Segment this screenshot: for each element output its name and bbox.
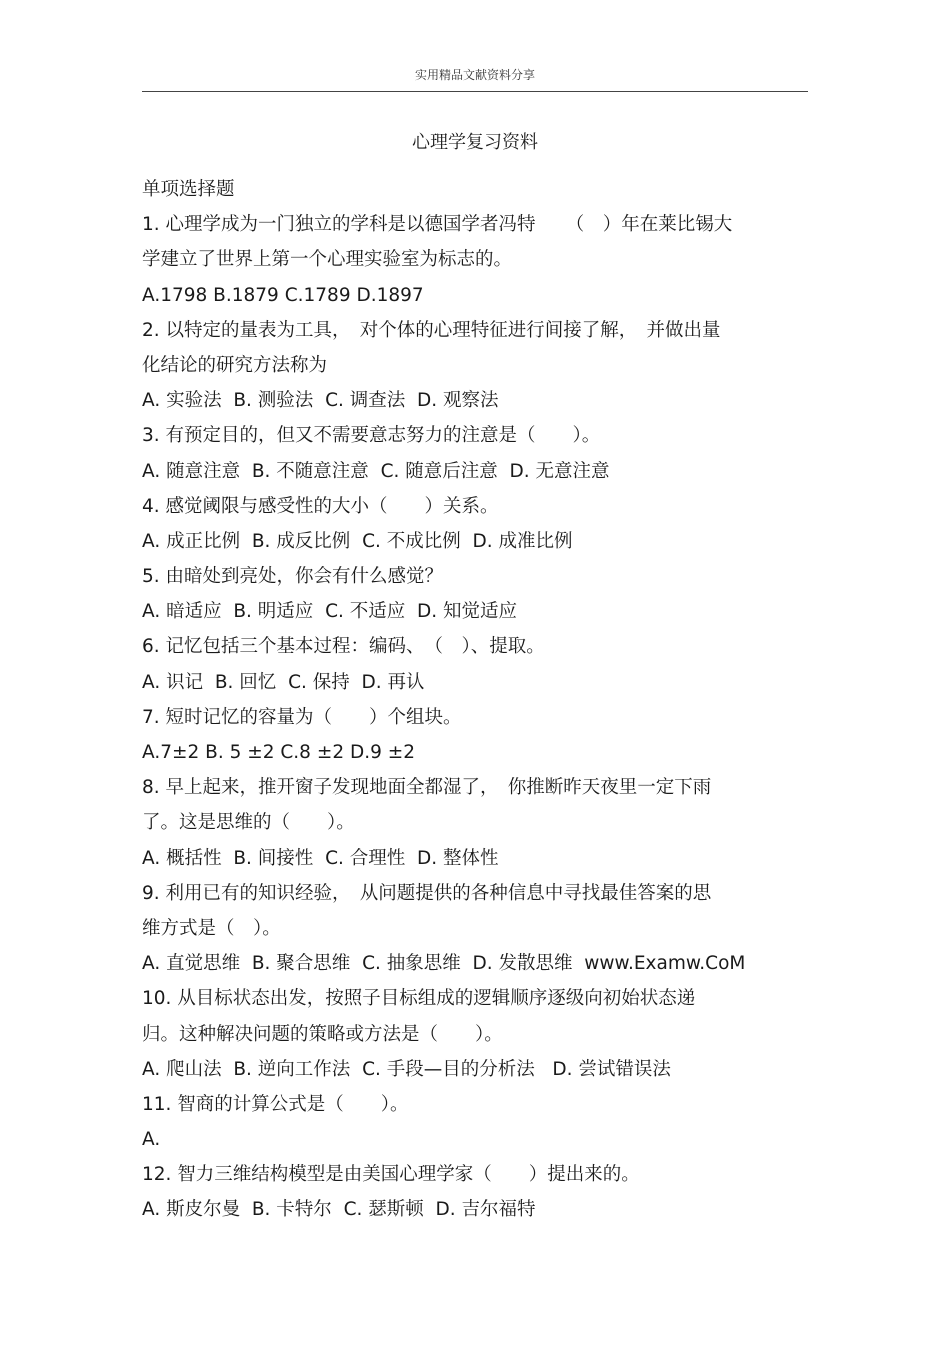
question-line: 1. 心理学成为一门独立的学科是以德国学者冯特 （ ）年在莱比锡大 bbox=[142, 214, 733, 236]
page-header-text: 实用精品文献资料分享 bbox=[414, 68, 535, 82]
question-line: 了。这是思维的（ ）。 bbox=[142, 812, 355, 834]
question-line: 6. 记忆包括三个基本过程：编码、 （ ）、提取。 bbox=[142, 636, 545, 658]
options-line: A. 识记 B. 回忆 C. 保持 D. 再认 bbox=[142, 671, 425, 693]
question-line: 维方式是（ ）。 bbox=[142, 917, 281, 939]
options-line: A. 暗适应 B. 明适应 C. 不适应 D. 知觉适应 bbox=[142, 601, 518, 623]
question-line: 2. 以特定的量表为工具， 对个体的心理特征进行间接了解， 并做出量 bbox=[142, 319, 721, 341]
question-line: 4. 感觉阈限与感受性的大小（ ）关系。 bbox=[142, 495, 499, 517]
question-line: 10. 从目标状态出发，按照子目标组成的逻辑顺序逐级向初始状态递 bbox=[142, 988, 696, 1010]
question-line: 学建立了世界上第一个心理实验室为标志的。 bbox=[142, 249, 513, 271]
question-line: 12. 智力三维结构模型是由美国心理学家（ ）提出来的。 bbox=[142, 1164, 640, 1186]
options-line: A. 斯皮尔曼 B. 卡特尔 C. 瑟斯顿 D. 吉尔福特 bbox=[142, 1199, 536, 1221]
options-line: A.1798 B.1879 C.1789 D.1897 bbox=[142, 284, 424, 306]
document-body bbox=[142, 172, 808, 1228]
question-line: 9. 利用已有的知识经验， 从问题提供的各种信息中寻找最佳答案的思 bbox=[142, 882, 712, 904]
question-line: 化结论的研究方法称为 bbox=[142, 354, 328, 376]
options-line: A. 随意注意 B. 不随意注意 C. 随意后注意 D. 无意注意 bbox=[142, 460, 610, 482]
options-line: A. bbox=[142, 1129, 161, 1151]
question-line: 归。这种解决问题的策略或方法是（ ）。 bbox=[142, 1023, 503, 1045]
question-line: 5. 由暗处到亮处，你会有什么感觉？ bbox=[142, 566, 444, 588]
question-line: 11. 智商的计算公式是（ ）。 bbox=[142, 1093, 409, 1115]
options-line: A. 实验法 B. 测验法 C. 调查法 D. 观察法 bbox=[142, 390, 499, 412]
header-rule bbox=[142, 91, 808, 92]
question-line: 7. 短时记忆的容量为（ ）个组块。 bbox=[142, 706, 462, 728]
document-title: 心理学复习资料 bbox=[412, 132, 538, 153]
section-heading: 单项选择题 bbox=[142, 179, 235, 200]
options-line: A. 概括性 B. 间接性 C. 合理性 D. 整体性 bbox=[142, 847, 499, 869]
options-line: A.7±2 B. 5 ±2 C.8 ±2 D.9 ±2 bbox=[142, 742, 416, 763]
options-line: A. 爬山法 B. 逆向工作法 C. 手段—目的分析法 D. 尝试错误法 bbox=[142, 1058, 671, 1080]
options-line: A. 直觉思维 B. 聚合思维 C. 抽象思维 D. 发散思维 www.Examw.CoM bbox=[142, 953, 746, 975]
question-line: 8. 早上起来，推开窗子发现地面全都湿了， 你推断昨天夜里一定下雨 bbox=[142, 777, 712, 799]
options-line: A. 成正比例 B. 成反比例 C. 不成比例 D. 成准比例 bbox=[142, 530, 573, 552]
question-line: 3. 有预定目的，但又不需要意志努力的注意是（ ）。 bbox=[142, 425, 601, 447]
